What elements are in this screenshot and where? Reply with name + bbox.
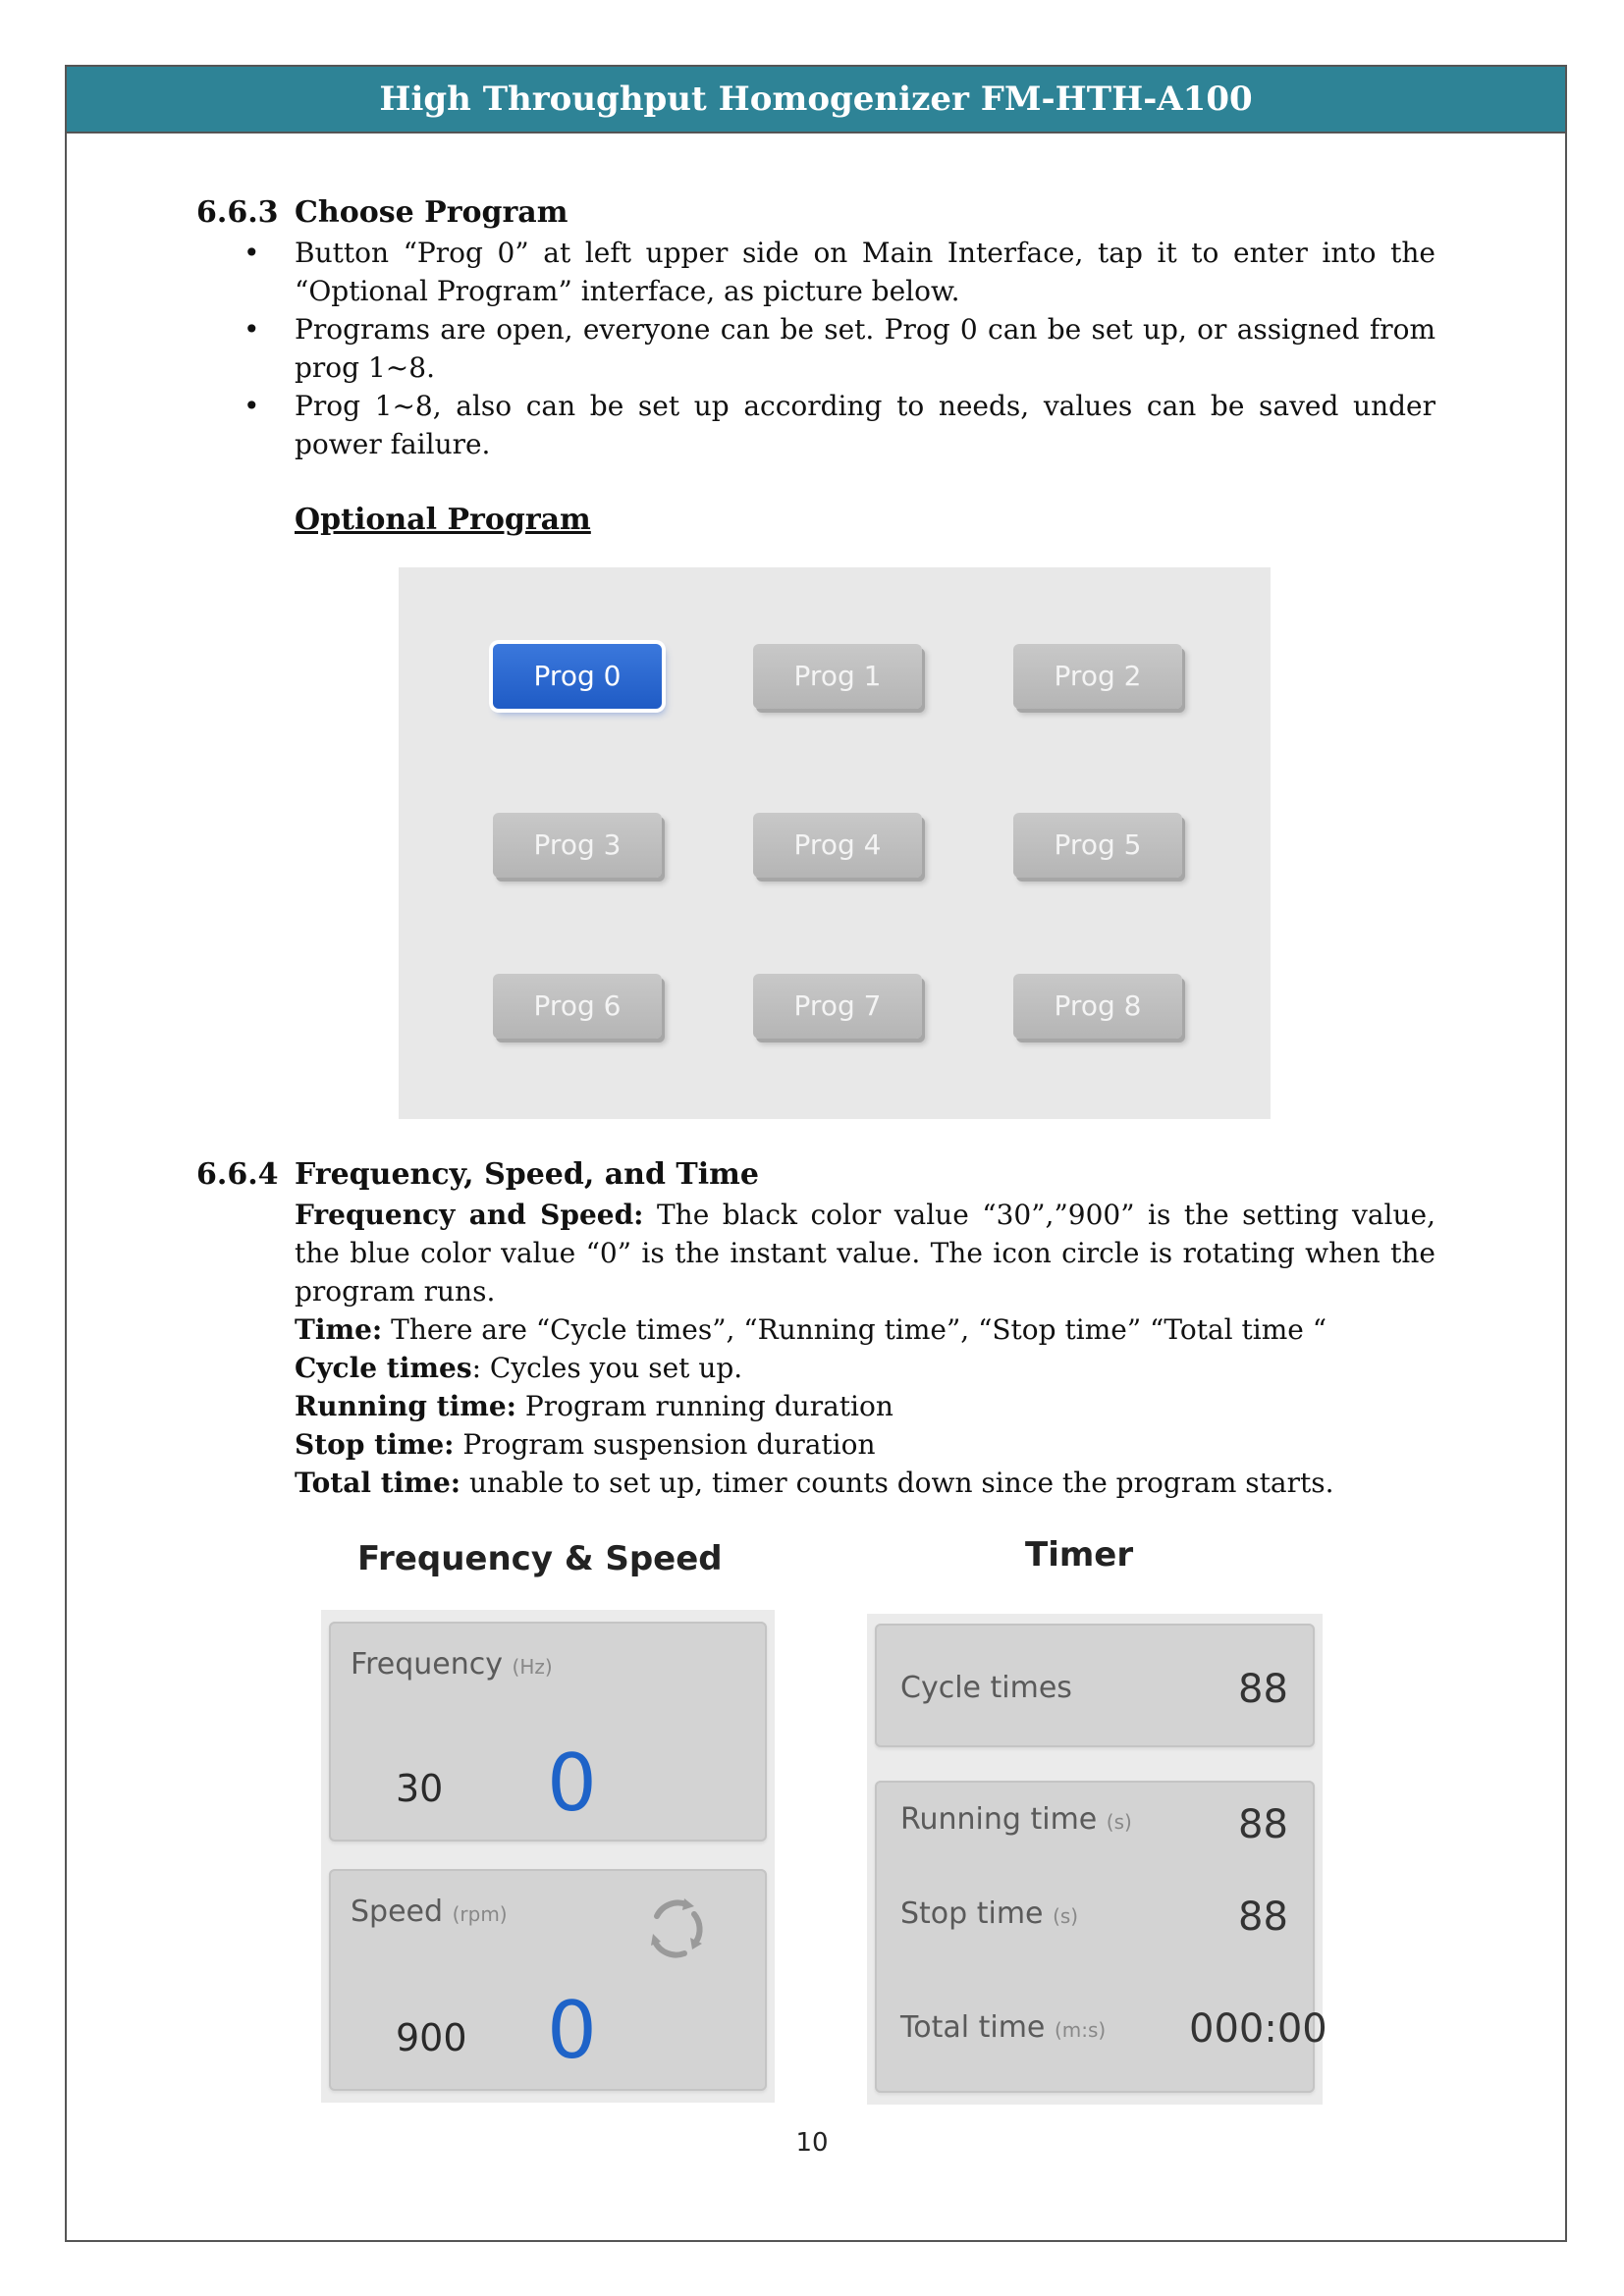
timer-panel — [867, 1614, 1327, 2105]
freq-speed-label: Frequency and Speed: — [295, 1199, 644, 1231]
optional-program-subheading: Optional Program — [295, 503, 591, 537]
total-text: unable to set up, timer counts down since the program starts. — [460, 1467, 1334, 1499]
bullet-list — [196, 234, 1435, 463]
prog-4-button[interactable]: Prog 4 — [753, 813, 922, 878]
prog-1-button[interactable]: Prog 1 — [753, 644, 922, 709]
freq-speed-panel-title: Frequency & Speed — [357, 1539, 723, 1578]
section-choose-program — [196, 192, 1435, 539]
running-paragraph — [295, 1387, 1435, 1425]
freq-speed-panel — [321, 1610, 775, 2103]
freq-speed-paragraph — [295, 1196, 1435, 1310]
total-time-unit: (m:s) — [1054, 2018, 1107, 2042]
section-number: 6.6.4 — [196, 1157, 279, 1192]
running-time-unit: (s) — [1106, 1810, 1132, 1834]
stop-time-unit: (s) — [1053, 1904, 1079, 1928]
stop-text: Program suspension duration — [454, 1428, 876, 1461]
speed-instant-value: 0 — [547, 1985, 597, 2076]
time-settings-card — [875, 1781, 1327, 2093]
speed-card — [329, 1869, 767, 2091]
total-paragraph — [295, 1464, 1435, 1502]
section-frequency-speed-time — [196, 1154, 1435, 1502]
time-label: Time: — [295, 1313, 383, 1346]
speed-label: Speed (rpm) — [351, 1895, 508, 1929]
running-time-label: Running time (s) — [900, 1802, 1132, 1837]
page-header — [67, 67, 1565, 133]
cycle-times-value[interactable]: 88 — [1238, 1667, 1288, 1712]
freq-speed-text: The black color value “30”,”900” is the setting value, the blue color value “0” is the instant value. The icon circle is rotating when the program runs. — [295, 1199, 1436, 1308]
time-text: There are “Cycle times”, “Running time”, “Stop time” “Total time “ — [382, 1313, 1327, 1346]
stop-label: Stop time: — [295, 1428, 455, 1461]
speed-unit: (rpm) — [452, 1902, 508, 1926]
cycle-label: Cycle times — [295, 1352, 472, 1384]
section-heading — [196, 1154, 1435, 1196]
cycle-paragraph — [295, 1349, 1435, 1387]
total-time-value: 000:00 — [1189, 2006, 1327, 2052]
frequency-card — [329, 1622, 767, 1842]
cycle-times-card — [875, 1624, 1315, 1747]
rotating-circle-icon — [645, 1895, 706, 1961]
frequency-instant-value: 0 — [547, 1737, 597, 1829]
bullet-item: • Programs are open, everyone can be set. Prog 0 can be set up, or assigned from prog 1~8. — [196, 310, 1435, 387]
timer-panel-title: Timer — [1025, 1535, 1134, 1575]
prog-3-button[interactable]: Prog 3 — [493, 813, 662, 878]
time-paragraph — [295, 1310, 1435, 1349]
speed-set-value[interactable]: 900 — [396, 2016, 467, 2059]
cycle-times-label: Cycle times — [900, 1671, 1072, 1705]
stop-paragraph — [295, 1425, 1435, 1464]
frequency-label: Frequency (Hz) — [351, 1647, 553, 1682]
stop-time-value[interactable]: 88 — [1238, 1895, 1288, 1940]
section-number: 6.6.3 — [196, 195, 279, 230]
page-number: 10 — [795, 2128, 829, 2158]
cycle-text: : Cycles you set up. — [471, 1352, 743, 1384]
frequency-set-value[interactable]: 30 — [396, 1767, 444, 1810]
prog-2-button[interactable]: Prog 2 — [1013, 644, 1182, 709]
running-time-value[interactable]: 88 — [1238, 1802, 1288, 1847]
total-time-label: Total time (m:s) — [900, 2010, 1107, 2045]
header-title: High Throughput Homogenizer FM-HTH-A100 — [379, 80, 1253, 119]
program-selector-screenshot — [399, 567, 1271, 1119]
frequency-unit: (Hz) — [512, 1655, 553, 1679]
prog-8-button[interactable]: Prog 8 — [1013, 974, 1182, 1039]
prog-0-button[interactable]: Prog 0 — [493, 644, 662, 709]
section-title: Frequency, Speed, and Time — [295, 1157, 759, 1192]
prog-7-button[interactable]: Prog 7 — [753, 974, 922, 1039]
prog-5-button[interactable]: Prog 5 — [1013, 813, 1182, 878]
section-title: Choose Program — [295, 195, 568, 230]
bullet-item: • Prog 1~8, also can be set up according to needs, values can be saved under power failure. — [196, 387, 1435, 463]
prog-6-button[interactable]: Prog 6 — [493, 974, 662, 1039]
section-description — [295, 1196, 1435, 1502]
bullet-item: • Button “Prog 0” at left upper side on Main Interface, tap it to enter into the “Optional Program” interface, as picture below. — [196, 234, 1435, 310]
total-label: Total time: — [295, 1467, 461, 1499]
running-label: Running time: — [295, 1390, 517, 1422]
stop-time-label: Stop time (s) — [900, 1896, 1079, 1931]
running-text: Program running duration — [516, 1390, 893, 1422]
section-heading — [196, 192, 1435, 234]
